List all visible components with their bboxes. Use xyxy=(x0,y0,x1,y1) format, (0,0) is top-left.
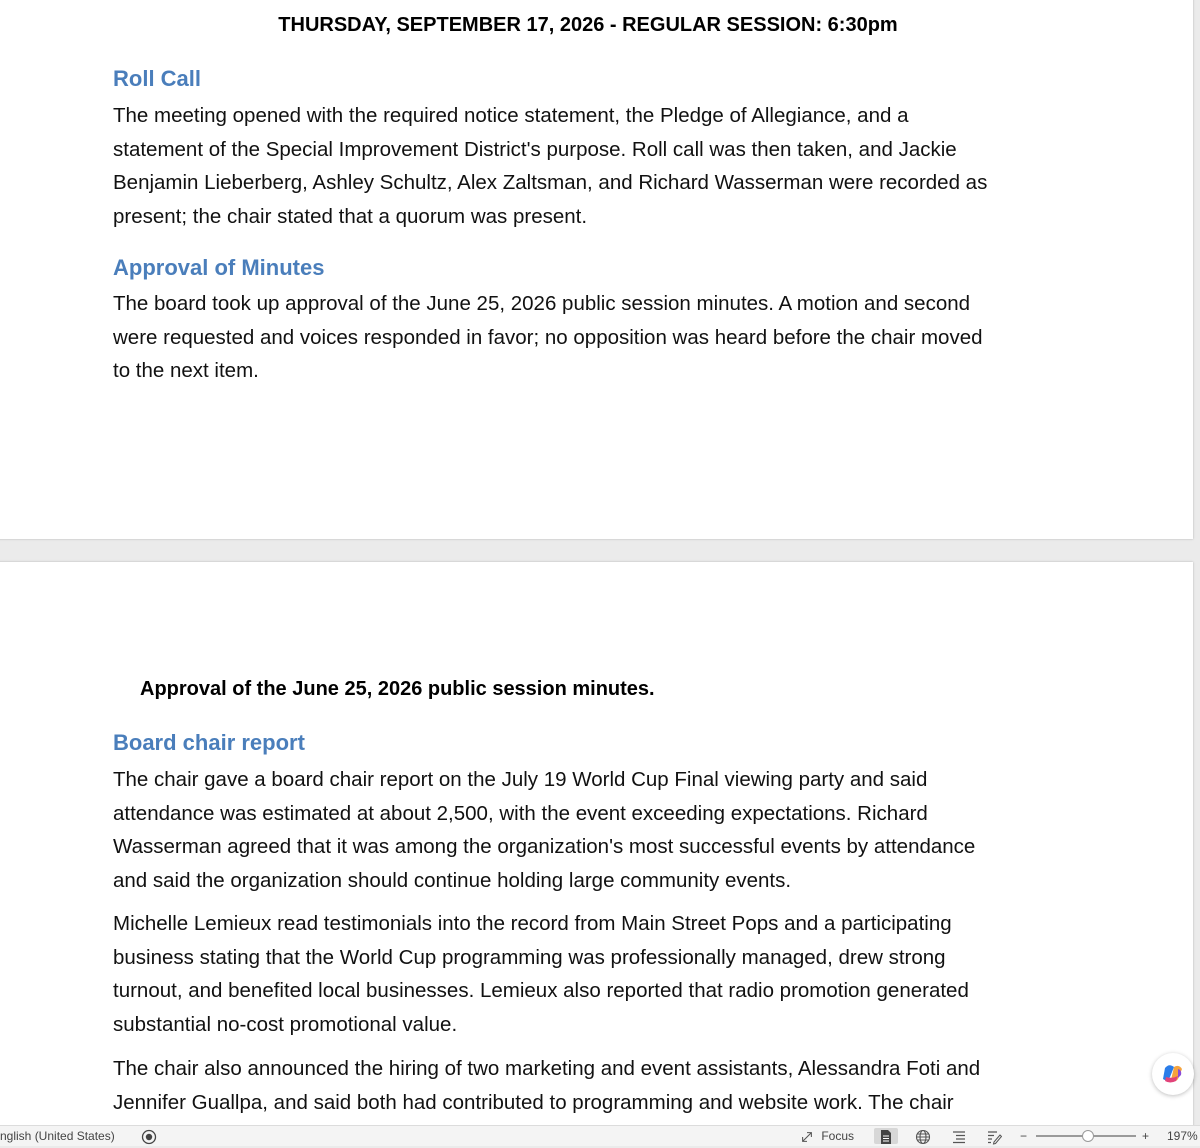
heading-approval-of-minutes: Approval of Minutes xyxy=(113,255,325,280)
text-line: Wasserman agreed that it was among the organization's most successful events by attendance xyxy=(113,835,976,858)
heading-board-chair-report: Board chair report xyxy=(113,730,305,755)
text-line: Michelle Lemieux read testimonials into the record from Main Street Pops and a participating xyxy=(113,912,952,935)
board-chair-paragraph-3[interactable] xyxy=(113,1052,1048,1119)
accessibility-icon xyxy=(141,1129,157,1145)
text-line: The chair gave a board chair report on the July 19 World Cup Final viewing party and said xyxy=(113,768,928,791)
roll-call-paragraph[interactable] xyxy=(113,99,1048,233)
zoom-slider-thumb[interactable] xyxy=(1082,1130,1094,1142)
session-header: THURSDAY, SEPTEMBER 17, 2026 - REGULAR SESSION: 6:30pm xyxy=(278,14,898,36)
board-chair-paragraph-1[interactable] xyxy=(113,763,1048,897)
document-page-2[interactable] xyxy=(0,562,1193,1125)
focus-button[interactable] xyxy=(800,1126,854,1146)
text-line: business stating that the World Cup programming was professionally managed, drew strong xyxy=(113,945,946,969)
heading-roll-call: Roll Call xyxy=(113,66,202,91)
text-line: turnout, and benefited local businesses. Lemieux also reported that radio promotion generated xyxy=(113,979,969,1002)
draft-button[interactable] xyxy=(986,1126,1002,1146)
zoom-level[interactable]: 197% xyxy=(1167,1129,1198,1143)
status-bar xyxy=(0,1125,1200,1146)
text-line: The chair also announced the hiring of two marketing and event assistants, Alessandra Foti and xyxy=(113,1057,981,1080)
outline-button[interactable] xyxy=(951,1126,967,1146)
copilot-button[interactable] xyxy=(1152,1053,1194,1095)
print-layout-button[interactable] xyxy=(874,1128,898,1144)
web-layout-button[interactable] xyxy=(915,1126,931,1146)
text-line: Jennifer Guallpa, and said both had contributed to programming and website work. The chair xyxy=(113,1090,954,1114)
outline-icon xyxy=(951,1129,967,1145)
focus-icon xyxy=(800,1130,814,1144)
zoom-out-button[interactable]: − xyxy=(1020,1129,1028,1143)
document-page-1[interactable] xyxy=(0,0,1193,539)
text-line: and said the organization should continue holding large community events. xyxy=(113,868,792,892)
board-chair-paragraph-2[interactable] xyxy=(113,907,1048,1041)
text-line: The meeting opened with the required notice statement, the Pledge of Allegiance, and a xyxy=(113,104,909,127)
language-indicator[interactable]: nglish (United States) xyxy=(0,1129,115,1143)
copilot-icon xyxy=(1152,1053,1194,1095)
text-line: present; the chair stated that a quorum was present. xyxy=(113,204,588,228)
text-line: substantial no-cost promotional value. xyxy=(113,1012,458,1036)
approval-bold-line: Approval of the June 25, 2026 public session minutes. xyxy=(140,678,655,700)
text-line: to the next item. xyxy=(113,359,259,382)
text-line: Benjamin Lieberberg, Ashley Schultz, Alex Zaltsman, and Richard Wasserman were recorded as xyxy=(113,171,988,194)
text-line: were requested and voices responded in favor; no opposition was heard before the chair moved xyxy=(113,325,983,349)
text-line: attendance was estimated at about 2,500, with the event exceeding expectations. Richard xyxy=(113,801,928,825)
zoom-in-button[interactable]: + xyxy=(1142,1129,1150,1143)
accessibility-button[interactable] xyxy=(141,1126,157,1146)
draft-icon xyxy=(986,1129,1002,1145)
text-line: The board took up approval of the June 25, 2026 public session minutes. A motion and second xyxy=(113,292,971,315)
approval-paragraph[interactable] xyxy=(113,287,1048,388)
web-layout-icon xyxy=(915,1129,931,1145)
text-line: statement of the Special Improvement District's purpose. Roll call was then taken, and Jackie xyxy=(113,137,957,161)
focus-label: Focus xyxy=(821,1129,855,1143)
print-layout-icon xyxy=(878,1129,894,1145)
